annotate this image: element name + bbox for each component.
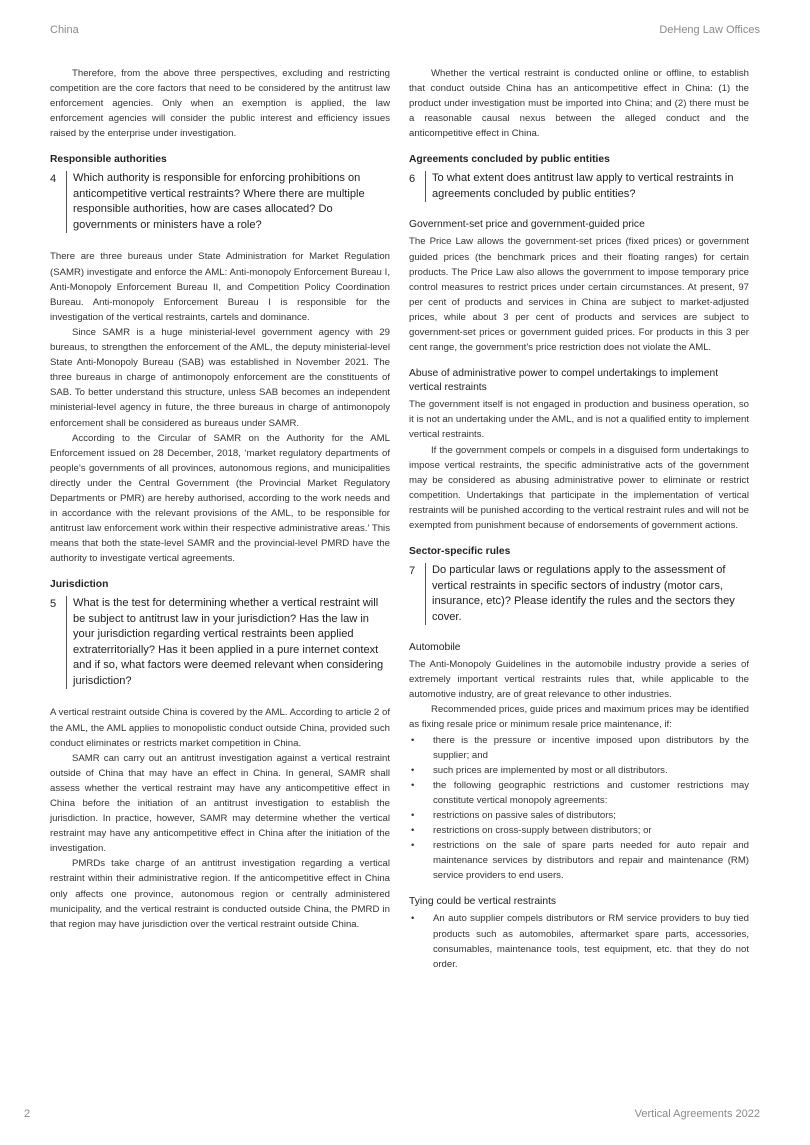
running-header <box>50 24 760 38</box>
question-number: 5 <box>50 598 57 611</box>
paragraph: Recommended prices, guide prices and maximum prices may be identified as fixing resale price or minimum resale price maintenance, if: <box>409 704 749 731</box>
subheading-administrative-power: Abuse of administrative power to compel undertakings to implement vertical restraints <box>409 368 719 394</box>
list-item: • restrictions on passive sales of distributors; <box>409 808 749 823</box>
paragraph: There are three bureaus under State Administration for Market Regulation (SAMR) investigate and enforce the AML: Anti-monopoly Enforcement Bureau I, Anti-Monopoly Enforcement Bureau II, and Competition Policy Coordination Bureau. Anti-monopoly Enforcement Bureau I is responsible for the investigation of the vertical restraints, cartels and dominance. <box>50 251 390 323</box>
running-footer <box>24 1108 760 1122</box>
left-column <box>50 66 390 932</box>
publication-title: Vertical Agreements 2022 <box>634 1108 760 1120</box>
question-number: 6 <box>409 173 416 186</box>
page-number: 2 <box>24 1108 31 1120</box>
question-number: 7 <box>409 565 416 578</box>
heading-responsible-authorities: Responsible authorities <box>50 154 167 166</box>
list-item: • restrictions on cross-supply between distributors; or <box>409 823 749 838</box>
question-7 <box>409 563 749 625</box>
paragraph: The Price Law allows the government-set prices (fixed prices) or government guided prices (the benchmark prices and their floating ranges) for certain products. The Price Law also allows the government to impose temporary price control measures to restrict prices under certain circumstances. At present, 97 per cent of products and services in China are subject to market-adjusted prices, while about 3 per cent of products and services are subject to government-set prices or government guided prices. For products in this 3 per cent range, the government’s price restriction does not violate the AML. <box>409 236 749 354</box>
subheading-tying: Tying could be vertical restraints <box>409 896 557 908</box>
heading-jurisdiction: Jurisdiction <box>50 579 109 591</box>
paragraph: SAMR can carry out an antitrust investigation against a vertical restraint outside of China that may have an effect in China. In general, SAMR shall assess whether the vertical restraint may have any anticompetitive effect in China before the initiation of an antitrust investigation to establish the jurisdiction. In practice, however, SAMR may determine whether the vertical restraint may have any anticompetitive effect in China after the initiation of the investigation. <box>50 752 390 855</box>
right-column <box>409 66 749 972</box>
paragraph: A vertical restraint outside China is covered by the AML. According to article 2 of the AML, the AML applies to monopolistic conduct outside China, provided such conduct eliminates or restricts market competition in China. <box>50 707 390 749</box>
paragraph: PMRDs take charge of an antitrust investigation regarding a vertical restraint within their administrative region. If the anticompetitive effect in China only affects one province, autonomous region or centrally administered municipality, and the vertical restraint is conducted outside China, the PMRD in that region may have jurisdiction over the vertical restraint outside China. <box>50 858 390 930</box>
heading-public-entities: Agreements concluded by public entities <box>409 154 610 166</box>
question-6 <box>409 171 749 202</box>
list-item: • the following geographic restrictions and customer restrictions may constitute vertical monopoly agreements: <box>409 778 749 808</box>
question-number: 4 <box>50 173 57 186</box>
question-text: To what extent does antitrust law apply to vertical restraints in agreements concluded by public entities? <box>425 171 749 202</box>
paragraph: According to the Circular of SAMR on the Authority for the AML Enforcement issued on 28 December, 2018, ‘market regulatory departments of people’s governments of all provinces, autonomous regions, and municipalities directly under the Central Government (the Provincial Market Regulatory Departments or PMR) are hereby authorised, according to the work needs and in accordance with the relevant provisions of the AML, to be responsible for antitrust law enforcement work within their respective administrative areas.’ This means that both the state-level SAMR and the provincial-level PMRD have the authority to investigate vertical agreements. <box>50 432 390 565</box>
paragraph: The Anti-Monopoly Guidelines in the automobile industry provide a series of extremely important vertical restraints rules that, while applicable to the automotive industry, are of great relevance to other industries. <box>409 659 749 701</box>
question-5 <box>50 596 390 689</box>
list-item: • there is the pressure or incentive imposed upon distributors by the supplier; and <box>409 733 749 763</box>
question-text: What is the test for determining whether a vertical restraint will be subject to antitrust law in your jurisdiction? Has the law in your jurisdiction regarding vertical restraints been applied extraterritorially? Has it been applied in a pure internet context and if so, what factors were deemed relevant when considering jurisdiction? <box>66 596 390 689</box>
question-text: Which authority is responsible for enforcing prohibitions on anticompetitive vertical restraints? Where there are multiple responsible authorities, how are cases allocated? Do governments or ministers have a role? <box>66 171 390 233</box>
list-item: • such prices are implemented by most or all distributors. <box>409 763 749 778</box>
heading-sector-specific-rules: Sector-specific rules <box>409 546 511 558</box>
subheading-automobile: Automobile <box>409 642 461 654</box>
paragraph: If the government compels or compels in a disguised form undertakings to impose vertical restraints, the specific administrative acts of the government may be considered as abusing administrative power to eliminate or restrict competition. Undertakings that participate in the implementation of vertical restraints will be punished according to the vertical restraint rules and will not be exempted from punishment because of endorsements of government actions. <box>409 444 749 531</box>
subheading-government-price: Government-set price and government-guided price <box>409 219 645 231</box>
question-text: Do particular laws or regulations apply to the assessment of vertical restraints in specific sectors of industry (motor cars, insurance, etc)? Please identify the rules and the sectors they cover. <box>425 563 749 625</box>
paragraph: The government itself is not engaged in production and business operation, so it is not an undertaking under the AML, and is not a qualified entity to implement vertical restraints. <box>409 399 749 441</box>
bullet-list-tying <box>409 911 749 971</box>
list-item: • An auto supplier compels distributors or RM service providers to buy tied products such as automobiles, aftermarket spare parts, accessories, consumables, maintenance tools, test equipment, etc. that they do not order. <box>409 911 749 971</box>
header-firm: DeHeng Law Offices <box>659 24 760 36</box>
bullet-list-automobile <box>409 733 749 884</box>
list-item: • restrictions on the sale of spare parts needed for auto repair and maintenance services by distributors and repair and maintenance (RM) service providers to end users. <box>409 838 749 883</box>
intro-paragraph: Therefore, from the above three perspectives, excluding and restricting competition are the core factors that need to be considered by the antitrust law enforcement agencies. Only when an exemption is applied, the law enforcement agencies will consider the public interest and efficiency issues raised by the enterprise under investigation. <box>50 68 390 140</box>
paragraph: Since SAMR is a huge ministerial-level government agency with 29 bureaus, to strengthen the enforcement of the AML, the deputy ministerial-level State Anti-Monopoly Bureau (SAB) was established in November 2021. The three bureaus in charge of antimonopoly enforcement are the constituents of SAB. To better understand this structure, unless SAB becomes an independent ministerial-level agency in future, the three bureaus in charge of antimonopoly enforcement shall be considered as bureaus under SAMR. <box>50 326 390 429</box>
header-jurisdiction: China <box>50 24 79 36</box>
question-4 <box>50 171 390 233</box>
intro-paragraph: Whether the vertical restraint is conducted online or offline, to establish that conduct outside China has an anticompetitive effect in China: (1) the product under investigation must be imported into China; and (2) there must be a reasonable causal nexus between the alleged conduct and the anticompetitive effect in China. <box>409 68 749 140</box>
